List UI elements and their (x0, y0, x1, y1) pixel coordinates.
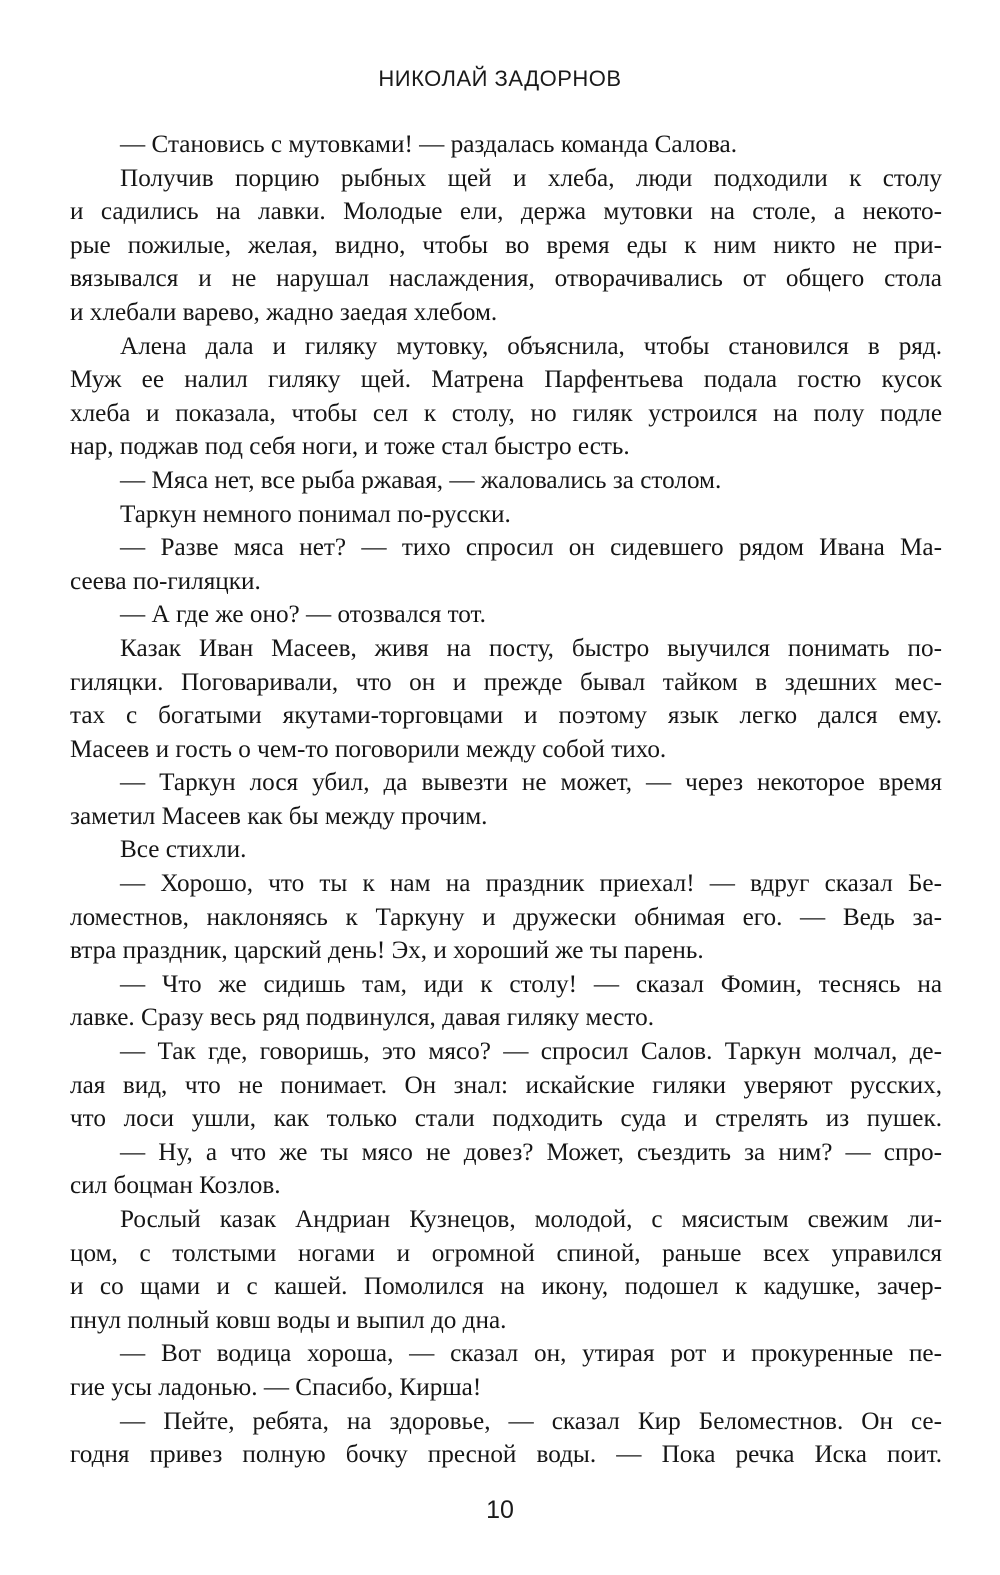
running-head-author: НИКОЛАЙ ЗАДОРНОВ (378, 66, 622, 91)
text-line: рые пожилые, желая, видно, чтобы во время еды к ним никто не при- (70, 231, 942, 259)
text-line: заметил Масеев как бы между прочим. (70, 802, 488, 830)
text-line: и хлебали варево, жадно заедая хлебом. (70, 298, 498, 326)
text-line: Таркун немного понимал по-русски. (120, 500, 511, 528)
text-line: — Что же сидишь там, иди к столу! — сказал Фомин, теснясь на (120, 970, 942, 998)
body-text (70, 128, 942, 1472)
text-line: Рослый казак Андриан Кузнецов, молодой, с мясистым свежим ли- (120, 1206, 942, 1233)
text-line: — А где же оно? — отозвался тот. (120, 601, 486, 629)
text-line: Алена дала и гиляку мутовку, объяснила, чтобы становился в ряд. (120, 332, 942, 360)
text-line: гиляцки. Поговаривали, что он и прежде бывал тайком в здешних мес- (70, 668, 942, 696)
text-line: — Хорошо, что ты к нам на праздник приехал! — вдруг сказал Бе- (120, 870, 942, 898)
text-line: вязывался и не нарушал наслаждения, отворачивались от общего стола (70, 265, 942, 293)
text-line: — Становись с мутовками! — раздалась команда Салова. (120, 131, 738, 158)
text-line: гие усы ладонью. — Спасибо, Кирша! (70, 1373, 482, 1401)
text-line: — Ну, а что же ты мясо не довез? Может, съездить за ним? — спро- (120, 1138, 942, 1166)
text-line: и садились на лавки. Молодые ели, держа мутовки на столе, а некото- (70, 198, 942, 226)
text-line: пнул полный ковш воды и выпил до дна. (70, 1306, 507, 1334)
text-line: Казак Иван Масеев, живя на посту, быстро выучился понимать по- (120, 634, 942, 662)
text-line: — Мяса нет, все рыба ржавая, — жаловались за столом. (120, 466, 722, 494)
text-line: Муж ее налил гиляку щей. Матрена Парфентьева подала гостю кусок (70, 366, 942, 394)
text-line: что лоси ушли, как только стали подходить суда и стрелять из пушек. (70, 1105, 942, 1133)
text-line: сеева по-гиляцки. (70, 567, 261, 595)
text-line: — Таркун лося убил, да вывезти не может, — через некоторое время (120, 769, 942, 797)
text-line: хлеба и показала, чтобы сел к столу, но гиляк устроился на полу подле (70, 399, 942, 427)
text-line: втра праздник, царский день! Эх, и хороший же ты парень. (70, 937, 704, 965)
text-line: — Разве мяса нет? — тихо спросил он сидевшего рядом Ивана Ма- (120, 534, 942, 562)
text-line: цом, с толстыми ногами и огромной спиной, раньше всех управился (70, 1239, 942, 1267)
text-line: — Вот водица хороша, — сказал он, утирая рот и прокуренные пе- (120, 1340, 942, 1368)
text-line: лавке. Сразу весь ряд подвинулся, давая гиляку место. (70, 1004, 654, 1032)
text-line: и со щами и с кашей. Помолился на икону, подошел к кадушке, зачер- (70, 1273, 942, 1301)
text-line: тах с богатыми якутами-торговцами и поэтому язык легко дался ему. (70, 702, 942, 730)
text-line: нар, поджав под себя ноги, и тоже стал быстро есть. (70, 433, 630, 461)
text-line: сил боцман Козлов. (70, 1172, 281, 1200)
text-line: — Так где, говоришь, это мясо? — спросил Салов. Таркун молчал, де- (120, 1038, 942, 1066)
text-line: ломестнов, наклоняясь к Таркуну и дружески обнимая его. — Ведь за- (70, 903, 942, 931)
text-line: лая вид, что не понимает. Он знал: искайские гиляки уверяют русских, (70, 1071, 942, 1099)
text-line: Получив порцию рыбных щей и хлеба, люди подходили к столу (120, 164, 942, 192)
text-line: — Пейте, ребята, на здоровье, — сказал Кир Беломестнов. Он се- (120, 1407, 942, 1435)
text-line: Масеев и гость о чем-то поговорили между собой тихо. (70, 735, 667, 763)
text-line: годня привез полную бочку пресной воды. — Пока речка Иска поит. (70, 1441, 942, 1469)
page-number: 10 (486, 1496, 514, 1524)
text-line: Все стихли. (120, 836, 247, 864)
